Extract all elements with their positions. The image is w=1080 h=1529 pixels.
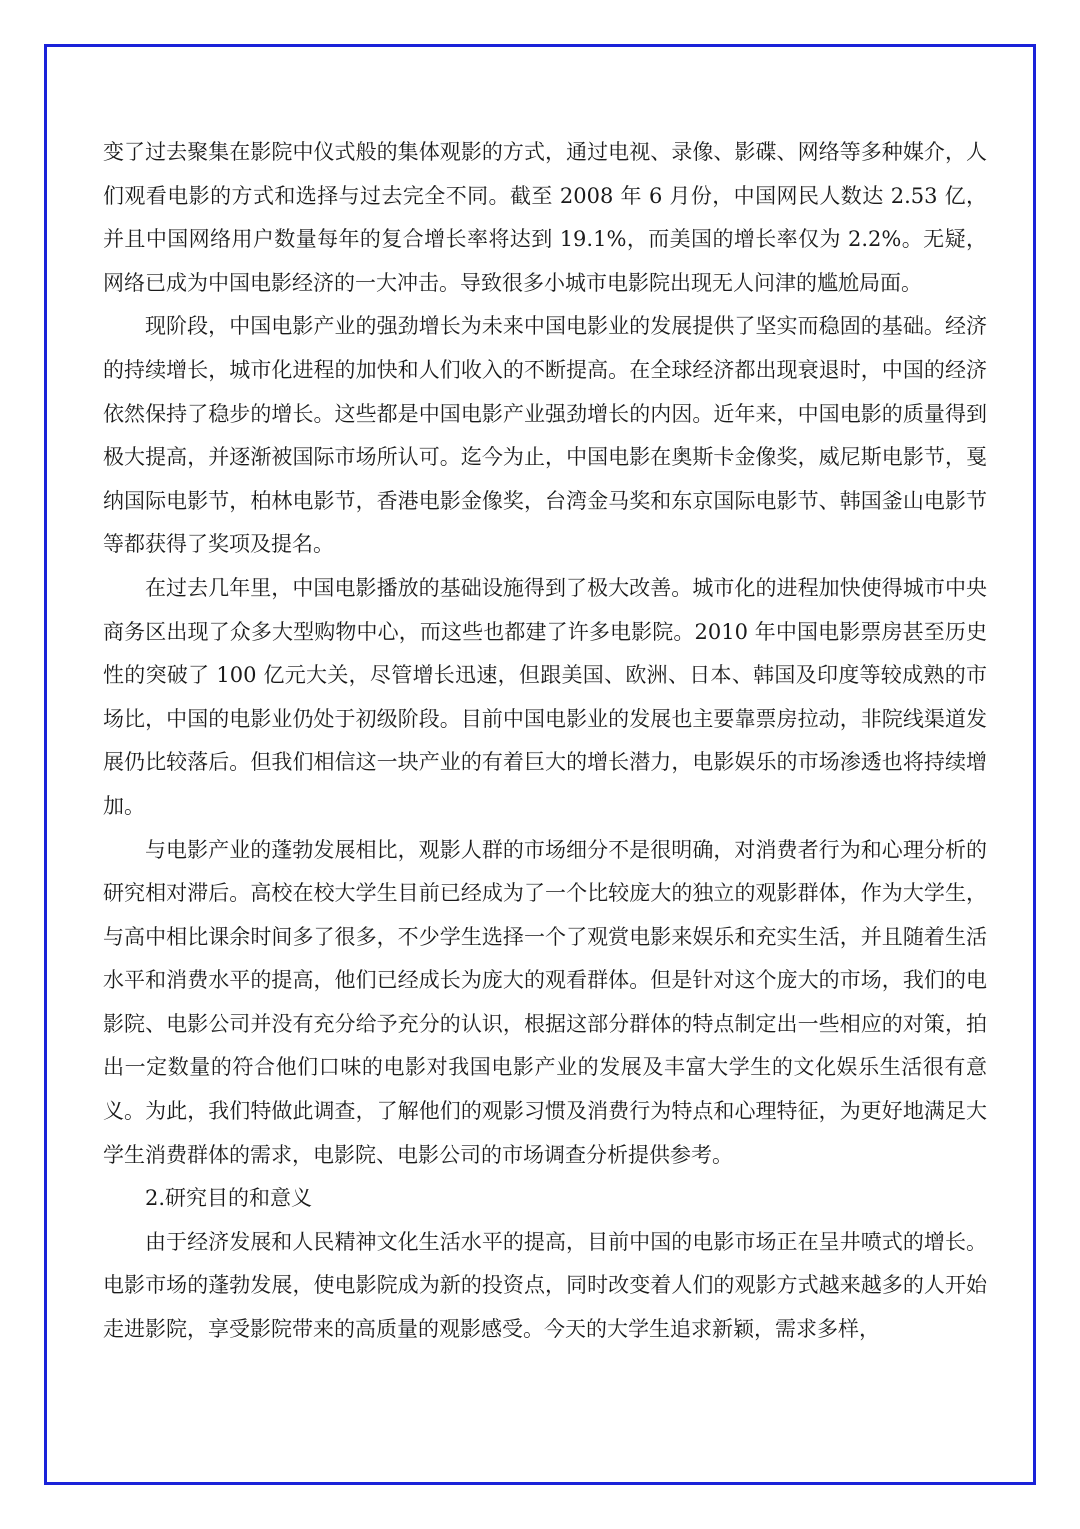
paragraph-industry-growth: 现阶段，中国电影产业的强劲增长为未来中国电影业的发展提供了坚实而稳固的基础。经济的持续增长，城市化进程的加快和人们收入的不断提高。在全球经济都出现衰退时，中国的经济依然保持了稳步的增长。这些都是中国电影产业强劲增长的内因。近年来，中国电影的质量得到极大提高，并逐渐被国际市场所认可。迄今为止，中国电影在奥斯卡金像奖，威尼斯电影节，戛纳国际电影节，柏林电影节，香港电影金像奖，台湾金马奖和东京国际电影节、韩国釜山电影节等都获得了奖项及提名。 bbox=[103, 314, 987, 557]
paragraph-continuation: 变了过去聚集在影院中仪式般的集体观影的方式，通过电视、录像、影碟、网络等多种媒介，人们观看电影的方式和选择与过去完全不同。截至 2008 年 6 月份，中国网民人数达 2.53 亿，并且中国网络用户数量每年的复合增长率将达到 19.1%，而美国的增长率仅为 2.2%。无疑，网络已成为中国电影经济的一大冲击。导致很多小城市电影院出现无人问津的尴尬局面。 bbox=[103, 140, 987, 295]
section-heading: 2.研究目的和意义 bbox=[145, 1186, 313, 1211]
paragraph-research-purpose: 由于经济发展和人民精神文化生活水平的提高，目前中国的电影市场正在呈井喷式的增长。电影市场的蓬勃发展，使电影院成为新的投资点，同时改变着人们的观影方式越来越多的人开始走进影院，享受影院带来的高质量的观影感受。今天的大学生追求新颖，需求多样， bbox=[103, 1229, 987, 1342]
document-body bbox=[103, 131, 987, 1352]
page-frame bbox=[44, 44, 1036, 1485]
paragraph-audience-segmentation: 与电影产业的蓬勃发展相比，观影人群的市场细分不是很明确，对消费者行为和心理分析的研究相对滞后。高校在校大学生目前已经成为了一个比较庞大的独立的观影群体，作为大学生，与高中相比课余时间多了很多，不少学生选择一个了观赏电影来娱乐和充实生活，并且随着生活水平和消费水平的提高，他们已经成长为庞大的观看群体。但是针对这个庞大的市场，我们的电影院、电影公司并没有充分给予充分的认识，根据这部分群体的特点制定出一些相应的对策，拍出一定数量的符合他们口味的电影对我国电影产业的发展及丰富大学生的文化娱乐生活很有意义。为此，我们特做此调查，了解他们的观影习惯及消费行为特点和心理特征，为更好地满足大学生消费群体的需求，电影院、电影公司的市场调查分析提供参考。 bbox=[103, 837, 987, 1167]
paragraph-infrastructure: 在过去几年里，中国电影播放的基础设施得到了极大改善。城市化的进程加快使得城市中央商务区出现了众多大型购物中心，而这些也都建了许多电影院。2010 年中国电影票房甚至历史性的突破了 100 亿元大关，尽管增长迅速，但跟美国、欧洲、日本、韩国及印度等较成熟的市场比，中国的电影业仍处于初级阶段。目前中国电影业的发展也主要靠票房拉动，非院线渠道发展仍比较落后。但我们相信这一块产业的有着巨大的增长潜力，电影娱乐的市场渗透也将持续增加。 bbox=[103, 575, 987, 818]
